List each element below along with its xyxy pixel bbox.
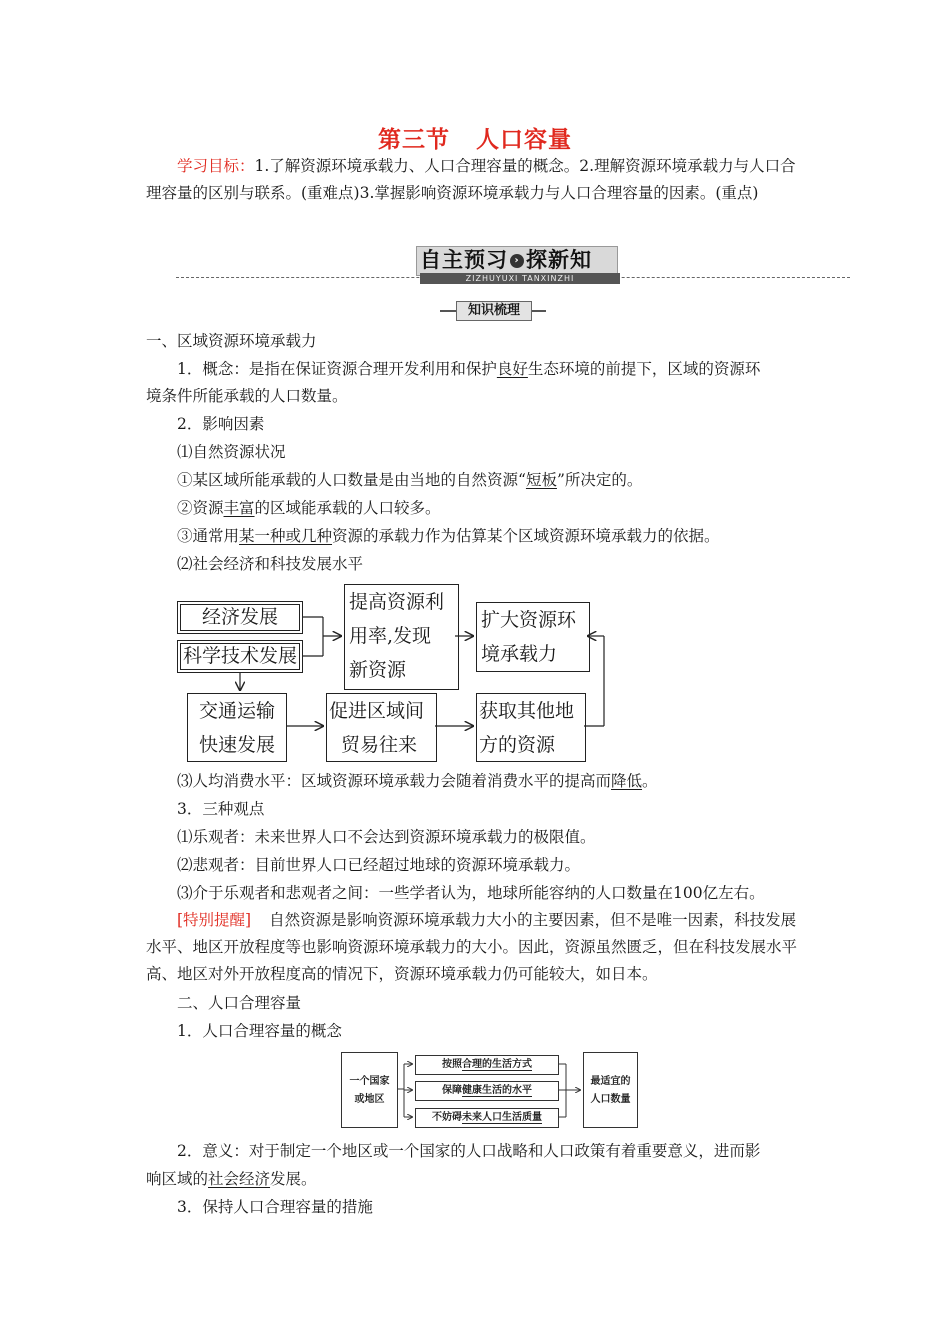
box-living-standard: 保障健康生活的水平	[415, 1081, 559, 1101]
chevron-right-icon: ›	[510, 254, 524, 268]
objectives-text: 1.了解资源环境承载力、人口合理容量的概念。2.理解资源环境承载力与人口合理容量的区别与联系。(重难点)3.掌握影响资源环境承载力与人口合理容量的因素。(重点)	[146, 157, 796, 202]
banner-subtitle: ZIZHUYUXI TANXINZHI	[420, 273, 620, 284]
objectives-label: 学习目标：	[177, 157, 255, 175]
knowledge-tag-label: 知识梳理	[456, 301, 532, 321]
factor-consumption: ⑶人均消费水平：区域资源环境承载力会随着消费水平的提高而降低。	[177, 772, 658, 790]
view-middle: ⑶介于乐观者和悲观者之间：一些学者认为，地球所能容纳的人口数量在100亿左右。	[177, 884, 765, 902]
reasonable-capacity-concept: 1．人口合理容量的概念	[177, 1022, 342, 1040]
answer-blank: 丰富	[223, 499, 255, 517]
section-heading: 一、区域资源环境承载力	[146, 332, 317, 350]
factor-natural-b: ②资源丰富的区域能承载的人口较多。	[177, 499, 441, 517]
factor-natural: ⑴自然资源状况	[177, 443, 286, 461]
reminder-text: 自然资源是影响资源环境承载力大小的主要因素，但不是唯一因素，科技发展水平、地区开放程度等也影响资源环境承载力的大小。因此，资源虽然匮乏，但在科技发展水平高、地区对外开放程度高的情况下，资源环境承载力仍可能较大，如日本。	[146, 911, 798, 983]
box-transport: 交通运输 快速发展	[187, 693, 287, 762]
view-optimist: ⑴乐观者：未来世界人口不会达到资源环境承载力的极限值。	[177, 828, 596, 846]
section-heading-2: 二、人口合理容量	[177, 994, 302, 1012]
concept-line: 1．概念：是指在保证资源合理开发利用和保护良好生态环境的前提下，区域的资源环	[177, 360, 761, 378]
section-title: 人口容量	[476, 127, 572, 153]
concept-line-cont: 境条件所能承载的人口数量。	[146, 387, 348, 405]
box-improve-resources: 提高资源利 用率,发现 新资源	[344, 584, 459, 690]
box-expand-capacity: 扩大资源环 境承载力	[476, 602, 590, 672]
answer-blank: 降低	[611, 772, 643, 790]
section-number: 第三节	[378, 127, 450, 153]
page-title	[0, 121, 950, 154]
significance-line-cont: 响区域的社会经济发展。	[146, 1170, 317, 1188]
box-economic-development: 经济发展	[177, 601, 303, 634]
factor-natural-c: ③通常用某一种或几种资源的承载力作为估算某个区域资源环境承载力的依据。	[177, 527, 720, 545]
views-heading: 3．三种观点	[177, 800, 265, 818]
box-trade: 促进区域间 贸易往来	[326, 693, 437, 762]
preview-banner	[176, 240, 850, 288]
reminder-label: [特别提醒]	[177, 911, 252, 929]
box-tech-development: 科学技术发展	[177, 640, 303, 673]
measures-heading: 3．保持人口合理容量的措施	[177, 1198, 373, 1216]
answer-blank: 社会经济	[208, 1170, 271, 1188]
learning-objectives	[146, 153, 806, 207]
special-reminder	[146, 907, 806, 988]
factor-natural-a: ①某区域所能承载的人口数量是由当地的自然资源“短板”所决定的。	[177, 471, 643, 489]
knowledge-tag	[440, 301, 546, 321]
answer-blank: 某一种或几种	[239, 527, 333, 545]
box-country-region: 一个国家 或地区	[341, 1052, 398, 1128]
banner-title: 自主预习 › 探新知	[420, 248, 592, 272]
answer-blank: 良好	[496, 360, 528, 378]
box-obtain-resources: 获取其他地 方的资源	[476, 693, 586, 762]
significance-line: 2．意义：对于制定一个地区或一个国家的人口战略和人口政策有着重要意义，进而影	[177, 1142, 761, 1160]
box-optimal-population: 最适宜的 人口数量	[583, 1052, 638, 1128]
box-lifestyle: 按照合理的生活方式	[415, 1055, 559, 1075]
factor-economy: ⑵社会经济和科技发展水平	[177, 555, 364, 573]
box-future-quality: 不妨碍未来人口生活质量	[415, 1108, 559, 1128]
answer-blank: 短板	[525, 471, 557, 489]
factors-heading: 2．影响因素	[177, 415, 265, 433]
view-pessimist: ⑵悲观者：目前世界人口已经超过地球的资源环境承载力。	[177, 856, 581, 874]
